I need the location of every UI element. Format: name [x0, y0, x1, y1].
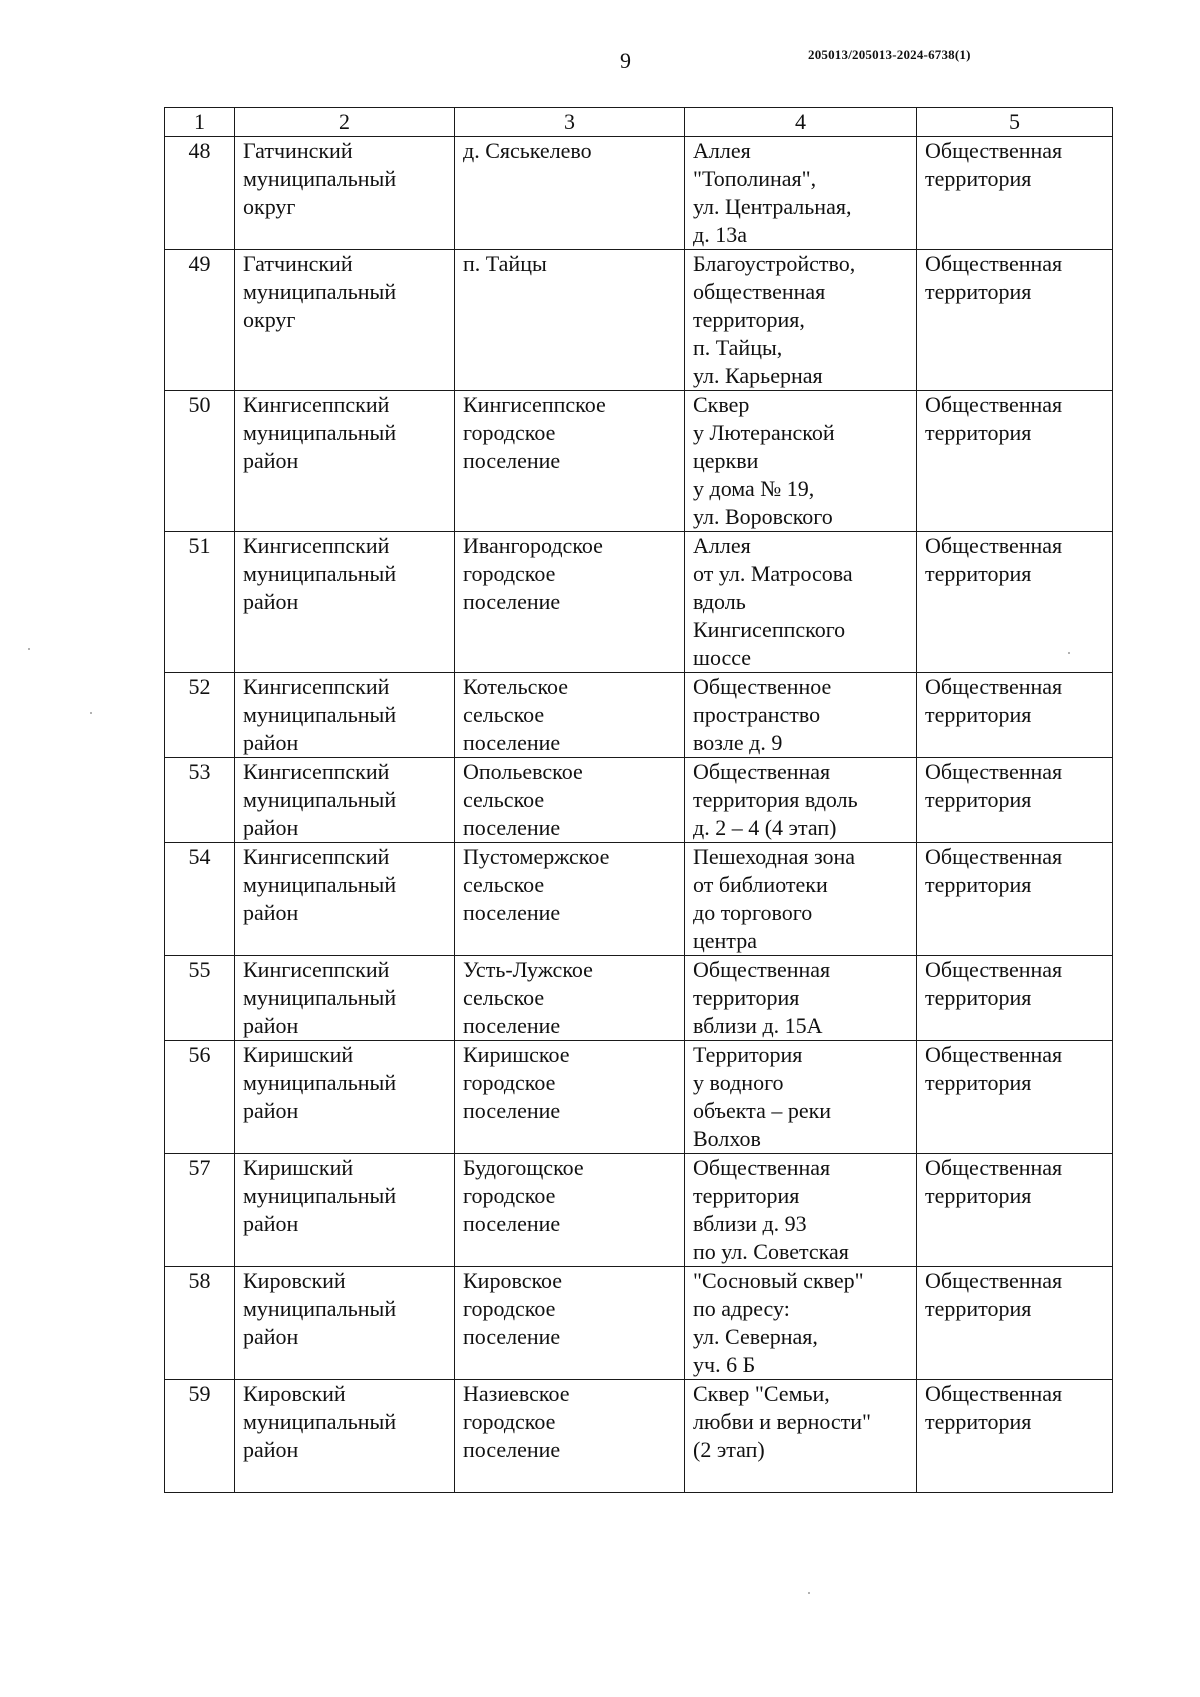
settlement: Пустомержское сельское поселение	[455, 843, 685, 956]
improvement-object: Пешеходная зона от библиотеки до торгового центра	[685, 843, 917, 956]
row-number: 48	[165, 137, 235, 250]
territory-type: Общественная территория	[917, 137, 1113, 250]
improvement-object: Сквер "Семьи, любви и верности" (2 этап)	[685, 1380, 917, 1493]
table-header-row	[165, 108, 1113, 137]
municipal-district: Кингисеппский муниципальный район	[235, 391, 455, 532]
row-number: 58	[165, 1267, 235, 1380]
territory-type: Общественная территория	[917, 1380, 1113, 1493]
row-number: 49	[165, 250, 235, 391]
table-row	[165, 137, 1113, 250]
territory-type: Общественная территория	[917, 673, 1113, 758]
page-number: 9	[620, 48, 631, 73]
improvement-object: Общественная территория вдоль д. 2 – 4 (4 этап)	[685, 758, 917, 843]
improvement-object: Территория у водного объекта – реки Волхов	[685, 1041, 917, 1154]
settlement: Усть-Лужское сельское поселение	[455, 956, 685, 1041]
improvement-object: Благоустройство, общественная территория, п. Тайцы, ул. Карьерная	[685, 250, 917, 391]
territory-type: Общественная территория	[917, 250, 1113, 391]
settlement: Ивангородское городское поселение	[455, 532, 685, 673]
improvement-object: "Сосновый сквер" по адресу: ул. Северная, уч. 6 Б	[685, 1267, 917, 1380]
table-row	[165, 391, 1113, 532]
settlement: д. Сяськелево	[455, 137, 685, 250]
row-number: 55	[165, 956, 235, 1041]
row-number: 53	[165, 758, 235, 843]
settlement: Кингисеппское городское поселение	[455, 391, 685, 532]
table-row	[165, 1154, 1113, 1267]
territory-type: Общественная территория	[917, 843, 1113, 956]
row-number: 52	[165, 673, 235, 758]
improvement-object: Общественное пространство возле д. 9	[685, 673, 917, 758]
improvement-object: Аллея "Тополиная", ул. Центральная, д. 13а	[685, 137, 917, 250]
row-number: 59	[165, 1380, 235, 1493]
row-number: 57	[165, 1154, 235, 1267]
territory-type: Общественная территория	[917, 532, 1113, 673]
municipal-district: Кингисеппский муниципальный район	[235, 956, 455, 1041]
table-row	[165, 1267, 1113, 1380]
settlement: п. Тайцы	[455, 250, 685, 391]
scan-speck	[808, 1592, 810, 1594]
municipal-district: Кингисеппский муниципальный район	[235, 532, 455, 673]
column-header: 4	[685, 108, 917, 137]
document-id: 205013/205013-2024-6738(1)	[808, 47, 971, 62]
settlement: Кировское городское поселение	[455, 1267, 685, 1380]
municipal-district: Кировский муниципальный район	[235, 1380, 455, 1493]
improvement-object: Общественная территория вблизи д. 93 по ул. Советская	[685, 1154, 917, 1267]
territory-type: Общественная территория	[917, 758, 1113, 843]
row-number: 56	[165, 1041, 235, 1154]
territory-type: Общественная территория	[917, 1041, 1113, 1154]
settlement: Опольевское сельское поселение	[455, 758, 685, 843]
scan-speck	[28, 648, 30, 650]
territory-type: Общественная территория	[917, 391, 1113, 532]
row-number: 50	[165, 391, 235, 532]
municipal-district: Гатчинский муниципальный округ	[235, 250, 455, 391]
territory-type: Общественная территория	[917, 1267, 1113, 1380]
territories-table	[164, 107, 1113, 1493]
scan-speck	[1068, 652, 1070, 654]
territory-type: Общественная территория	[917, 956, 1113, 1041]
column-header: 3	[455, 108, 685, 137]
column-header: 2	[235, 108, 455, 137]
table-row	[165, 843, 1113, 956]
territory-type: Общественная территория	[917, 1154, 1113, 1267]
settlement: Будогощское городское поселение	[455, 1154, 685, 1267]
table-row	[165, 673, 1113, 758]
municipal-district: Кингисеппский муниципальный район	[235, 758, 455, 843]
settlement: Котельское сельское поселение	[455, 673, 685, 758]
scan-speck	[90, 712, 92, 714]
municipal-district: Кингисеппский муниципальный район	[235, 843, 455, 956]
row-number: 51	[165, 532, 235, 673]
municipal-district: Кингисеппский муниципальный район	[235, 673, 455, 758]
municipal-district: Гатчинский муниципальный округ	[235, 137, 455, 250]
table-row	[165, 532, 1113, 673]
table-row	[165, 1380, 1113, 1493]
improvement-object: Сквер у Лютеранской церкви у дома № 19, ул. Воровского	[685, 391, 917, 532]
improvement-object: Общественная территория вблизи д. 15А	[685, 956, 917, 1041]
table-row	[165, 250, 1113, 391]
municipal-district: Киришский муниципальный район	[235, 1041, 455, 1154]
municipal-district: Кировский муниципальный район	[235, 1267, 455, 1380]
improvement-object: Аллея от ул. Матросова вдоль Кингисеппского шоссе	[685, 532, 917, 673]
municipal-district: Киришский муниципальный район	[235, 1154, 455, 1267]
column-header: 1	[165, 108, 235, 137]
column-header: 5	[917, 108, 1113, 137]
table-row	[165, 956, 1113, 1041]
table-row	[165, 1041, 1113, 1154]
settlement: Киришское городское поселение	[455, 1041, 685, 1154]
row-number: 54	[165, 843, 235, 956]
table-row	[165, 758, 1113, 843]
settlement: Назиевское городское поселение	[455, 1380, 685, 1493]
